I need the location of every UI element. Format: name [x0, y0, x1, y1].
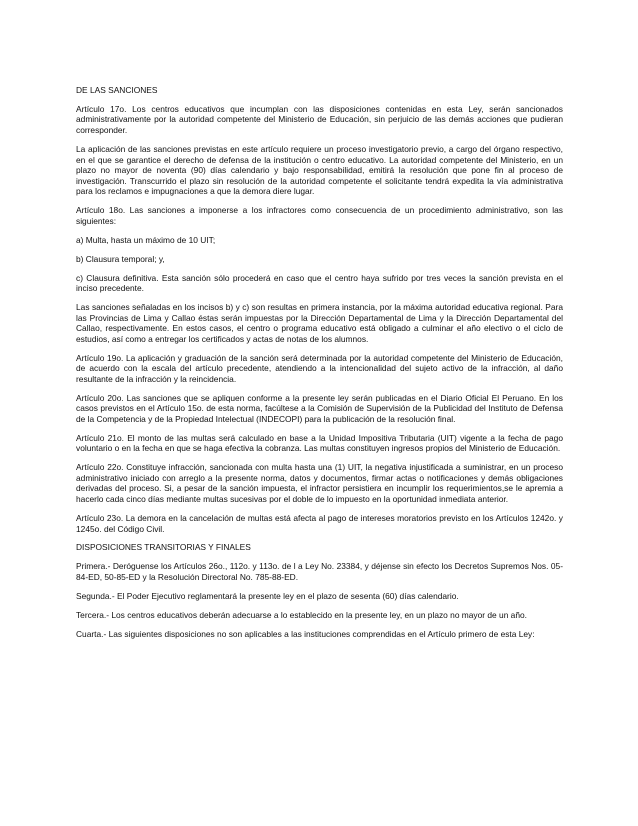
sancion-clausura-temporal-item: b) Clausura temporal; y, — [76, 253, 165, 264]
section-disposiciones — [76, 542, 563, 639]
articulo-20-paragraph: Artículo 20o. Las sanciones que se apliquen conforme a la presente ley serán publicadas en el Diario Oficial El Peruano. En los casos previstos en el Artículo 15o. de esta norma, facúltese a la Comisión de Supervisión de la Publicidad del Instituto de Defensa de la Competencia y de la Propiedad Intelectual (INDECOPI) para la publicación de la resolución final. — [76, 392, 563, 424]
proceso-investigatorio-paragraph: La aplicación de las sanciones previstas en este artículo requiere un proceso investigatorio previo, a cargo del órgano respectivo, en el que se garantice el derecho de defensa de la institución o centro educativo. La autoridad competente del Ministerio, en un plazo no mayor de noventa (90) días calendario y bajo responsabilidad, emitirá la resolución que pone fin al proceso de investigación. Transcurrido el plazo sin resolución de la autoridad competente el solicitante tendrá expedita la vía administrativa para los reclamos e impugnaciones a que la demora diere lugar. — [76, 143, 563, 197]
disposicion-segunda-paragraph: Segunda.- El Poder Ejecutivo reglamentará la presente ley en el plazo de sesenta (60) días calendario. — [76, 590, 459, 601]
articulo-22-paragraph: Artículo 22o. Constituye infracción, sancionada con multa hasta una (1) UIT, la negativa injustificada a suministrar, en un proceso administrativo iniciado con arreglo a la presente norma, datos y documentos, firmar actas o notificaciones y demás obligaciones derivadas del proceso. Si, a pesar de la sanción impuesta, el infractor persistiera en incumplir los requerimientos,se le apremia a hacerlo cada cinco días mediante multas sucesivas por el doble de lo impuesto en la oportunidad inmediata anterior. — [76, 462, 563, 505]
disposicion-tercera-paragraph: Tercera.- Los centros educativos deberán adecuarse a lo establecido en la presente ley, en un plazo no mayor de un año. — [76, 609, 527, 620]
articulo-17-paragraph: Artículo 17o. Los centros educativos que incumplan con las disposiciones contenidas en esta Ley, serán sancionados administrativamente por la autoridad competente del Ministerio de Educación, sin perjuicio de las demás acciones que pudieran corresponder. — [76, 103, 563, 136]
disposicion-primera-paragraph: Primera.- Deróguense los Artículos 26o., 112o. y 113o. de l a Ley No. 23384, y déjense sin efecto los Decretos Supremos Nos. 05-84-ED, 50-85-ED y la Resolución Directoral No. 785-88-ED. — [76, 561, 563, 582]
section-heading: DE LAS SANCIONES — [76, 85, 158, 95]
document-body — [76, 85, 563, 648]
disposicion-cuarta-paragraph: Cuarta.- Las siguientes disposiciones no son aplicables a las instituciones comprendidas en el Artículo primero de esta Ley: — [76, 628, 535, 639]
section-sanciones — [76, 85, 563, 534]
articulo-21-paragraph: Artículo 21o. El monto de las multas será calculado en base a la Unidad Impositiva Tributaria (UIT) vigente a la fecha de pago voluntario o en la fecha en que se haga efectiva la cobranza. Las multas constituyen ingresos propios del Ministerio de Educación. — [76, 432, 563, 454]
sancion-clausura-definitiva-item: c) Clausura definitiva. Esta sanción sólo procederá en caso que el centro haya sufrido por tres veces la sanción prevista en el inciso precedente. — [76, 272, 563, 294]
articulo-18-paragraph: Artículo 18o. Las sanciones a imponerse a los infractores como consecuencia de un procedimiento administrativo, son las siguientes: — [76, 205, 563, 226]
articulo-23-paragraph: Artículo 23o. La demora en la cancelación de multas está afecta al pago de intereses moratorios previsto en los Artículos 1242o. y 1245o. del Código Civil. — [76, 512, 563, 534]
sancion-multa-item: a) Multa, hasta un máximo de 10 UIT; — [76, 234, 216, 245]
section-heading: DISPOSICIONES TRANSITORIAS Y FINALES — [76, 542, 251, 553]
sanciones-instancia-paragraph: Las sanciones señaladas en los incisos b) y c) son resultas en primera instancia, por la máxima autoridad educativa regional. Para las Provincias de Lima y Callao éstas serán impuestas por la Dirección Departamental de Lima y la Dirección Departamental del Callao, respectivamente. En estos casos, el centro o programa educativo está obligado a culminar el año electivo o el ciclo de estudios, así como a entregar los certificados y actas de notas de los alumnos. — [76, 301, 563, 344]
articulo-19-paragraph: Artículo 19o. La aplicación y graduación de la sanción será determinada por la autoridad competente del Ministerio de Educación, de acuerdo con la escala del artículo precedente, atendiendo a la intencionalidad del sujeto activo de la infracción, al daño resultante de la infracción y la reincidencia. — [76, 352, 563, 384]
